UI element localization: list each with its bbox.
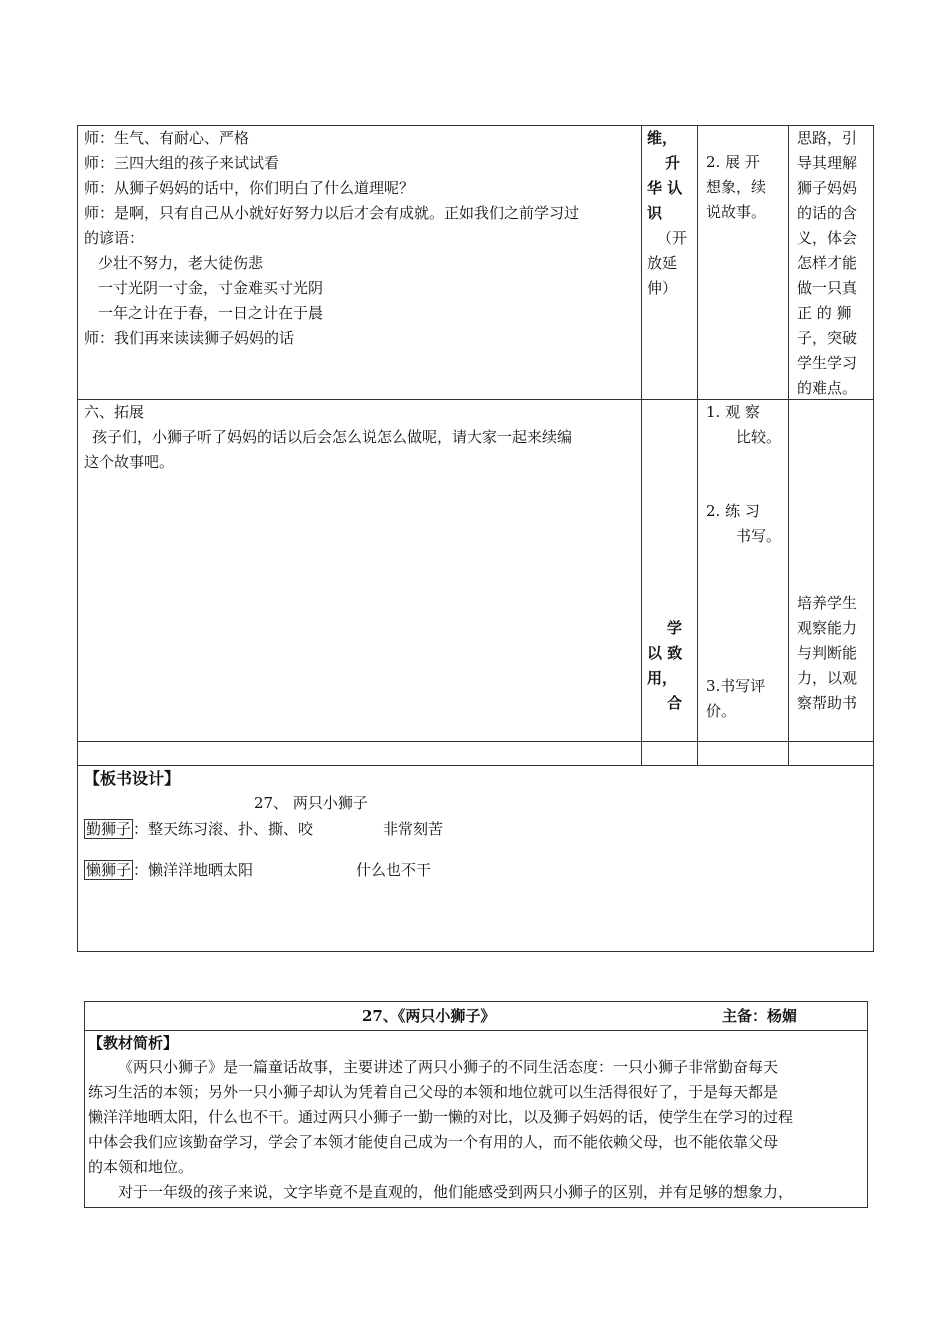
text-line: 义，体会 [797,229,858,247]
text-line: 师：三四大组的孩子来试试看 [84,154,280,172]
row2-activity-cell-c [706,674,786,724]
text-line: 练习生活的本领；另外一只小狮子却认为凭着自己父母的本领和地位就可以生活得很好了，于是每天都是 [88,1083,779,1101]
row2-stage-cell [647,616,695,716]
text-line: 观察能力 [797,619,858,637]
row-divider-2 [77,741,874,742]
analysis-title: 27、《两只小狮子》 [362,1007,496,1025]
text-line: 这个故事吧。 [84,453,175,471]
text-line: 学生学习 [797,354,858,372]
board-line-2-text: ：懒洋洋地晒太阳 [133,861,254,879]
analysis-header-divider [84,1030,868,1031]
analysis-author: 主备：杨媚 [722,1007,798,1025]
text-line: 察帮助书 [797,694,858,712]
text-line: 狮子妈妈 [797,179,858,197]
text-line: 识 [647,204,663,222]
text-line: 升 [665,154,681,172]
text-line: 一寸光阴一寸金，寸金难买寸光阴 [98,279,324,297]
text-line: 想象，续 [706,178,767,196]
text-line: 一年之计在于春，一日之计在于晨 [98,304,324,322]
text-line: 中体会我们应该勤奋学习，学会了本领才能使自己成为一个有用的人，而不能依赖父母，也不能依靠父母 [88,1133,779,1151]
text-line: 师：是啊，只有自己从小就好好努力以后才会有成就。正如我们之前学习过 [84,204,580,222]
text-line: 的难点。 [797,379,858,397]
analysis-section-heading: 【教材简析】 [88,1034,179,1052]
row2-activity-cell-a [706,400,786,450]
text-line: 合 [667,694,683,712]
text-line: 比较。 [736,428,782,446]
text-line: 的谚语： [84,229,145,247]
text-line: 六、拓展 [84,403,145,421]
text-line: 懒洋洋地晒太阳，什么也不干。通过两只小狮子一勤一懒的对比，以及狮子妈妈的话，使学生在学习的过程 [88,1108,794,1126]
board-line-2-right: 什么也不干 [356,861,432,879]
row1-main-cell [84,126,640,351]
board-heading: 【板书设计】 [84,769,181,788]
text-line: 与判断能 [797,644,858,662]
text-line: 孩子们，小狮子听了妈妈的话以后会怎么说怎么做呢，请大家一起来续编 [92,428,573,446]
text-line: 2. 练 习 [706,502,760,520]
text-line: 学 [667,619,683,637]
row1-activity-cell [706,150,786,225]
text-line: 3.书写评 [706,677,766,695]
row1-intent-cell [797,126,873,401]
text-line: 放延 [647,254,678,272]
text-line: 1. 观 察 [706,403,760,421]
board-keyword-diligent: 勤狮子 [86,820,132,838]
text-line: 少壮不努力，老大徒伤悲 [98,254,264,272]
text-line: 师：从狮子妈妈的话中，你们明白了什么道理呢？ [84,179,415,197]
text-line: 培养学生 [797,594,858,612]
text-line: 思路，引 [797,129,858,147]
text-line: 的话的含 [797,204,858,222]
text-line: 2. 展 开 [706,153,760,171]
row2-activity-cell-b [706,499,786,549]
text-line: 师：我们再来读读狮子妈妈的话 [84,329,295,347]
text-line: 师：生气、有耐心、严格 [84,129,250,147]
text-line: 做一只真 [797,279,858,297]
text-line: 力，以观 [797,669,858,687]
col-divider-3 [788,125,789,765]
board-title: 27、 两只小狮子 [254,794,368,812]
text-line: 说故事。 [706,203,767,221]
text-line: 伸） [647,279,678,297]
text-line: 维， [647,129,678,147]
col-divider-1 [641,125,642,765]
board-line-2 [84,859,253,881]
text-line: 书写。 [736,527,782,545]
row-divider-3 [77,765,874,766]
text-line: 用， [647,669,678,687]
text-line: 价。 [706,702,737,720]
text-line: （开 [657,229,688,247]
row2-intent-cell [797,591,873,716]
board-line-1-right: 非常刻苦 [383,820,444,838]
text-line: 的本领和地位。 [88,1158,194,1176]
text-line: 以 致 [647,644,683,662]
text-line: 对于一年级的孩子来说，文字毕竟不是直观的，他们能感受到两只小狮子的区别，并有足够的想象力， [118,1183,794,1201]
row2-main-cell [84,400,640,475]
row1-stage-cell [647,126,695,301]
board-keyword-lazy: 懒狮子 [86,861,132,879]
text-line: 导其理解 [797,154,858,172]
text-line: 华 认 [647,179,683,197]
text-line: 子，突破 [797,329,858,347]
text-line: 《两只小狮子》是一篇童话故事，主要讲述了两只小狮子的不同生活态度：一只小狮子非常勤奋每天 [118,1058,779,1076]
text-line: 正 的 狮 [797,304,852,322]
text-line: 怎样才能 [797,254,858,272]
board-line-1 [84,818,313,840]
analysis-paragraph [88,1055,866,1205]
board-line-1-text: ：整天练习滚、扑、撕、咬 [133,820,314,838]
col-divider-2 [697,125,698,765]
